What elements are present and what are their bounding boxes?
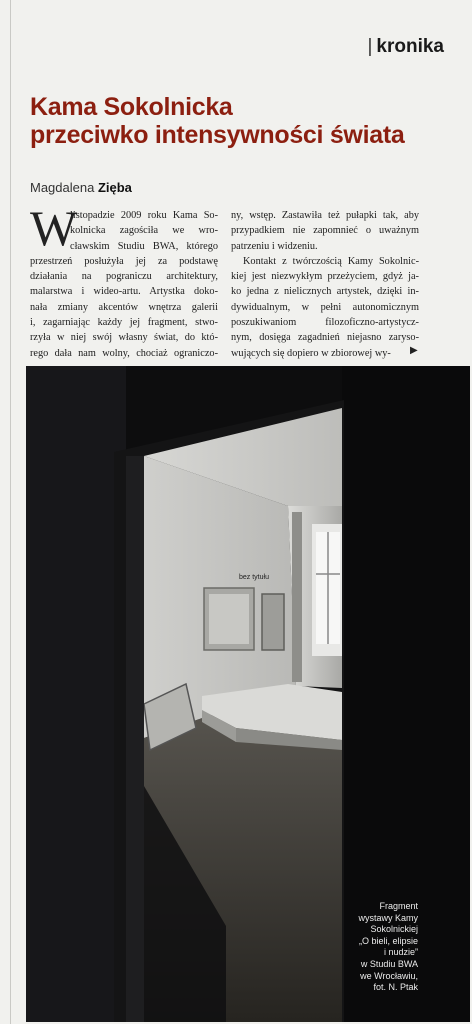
section-divider: | — [367, 36, 373, 57]
text-line: działania na pograniczu architektury, — [30, 271, 218, 283]
text-line: patrzeniu i widzeniu. — [231, 240, 318, 252]
text-line: i, zagarniając każdy jej fragment, stwo- — [30, 317, 218, 329]
text-line: rego dała nam wolny, chociaż ograniczo- — [30, 347, 218, 359]
title-line-2: przeciwko intensywności świata — [30, 121, 405, 149]
text-line: listopadzie 2009 roku Kama So- — [70, 210, 218, 221]
article-title — [30, 93, 460, 149]
text-line: nała zmiany akcentów wnętrza galerii — [30, 301, 218, 313]
author-last-name: Zięba — [97, 180, 132, 195]
caption-line: fot. N. Ptak — [373, 982, 418, 993]
author-first-name: Magdalena — [30, 180, 95, 195]
text-line: ko jedna z nielicznych artystek, dzięki in- — [231, 286, 419, 298]
text-line: cławskim Studiu BWA, którego — [70, 240, 218, 252]
caption-line: we Wrocławiu, — [360, 970, 418, 981]
article-column-right — [231, 208, 419, 361]
text-line: rzyła w niej swój własny świat, do któ- — [30, 332, 218, 344]
text-line: dywidualnym, w pełni autonomicznym — [231, 301, 419, 313]
caption-line: i nudzie” — [383, 947, 418, 958]
section-label: kronika — [376, 36, 444, 57]
photo-caption — [336, 901, 418, 994]
text-line: ny, wstęp. Zastawiła też pułapki tak, aby — [231, 210, 419, 221]
page-edge-line — [10, 0, 11, 1024]
text-line: przypadkiem nie zapomnieć o uważnym — [231, 225, 419, 237]
text-line: wujących się dopiero w zbiorowej wy- — [231, 347, 391, 359]
artwork-label: bez tytułu — [239, 574, 269, 581]
text-line: kolnicka zagościła we wro- — [70, 225, 218, 237]
text-line: przestrzeń posłużyła jej za podstawę — [30, 255, 218, 267]
article-column-left — [30, 200, 218, 361]
caption-line: wystawy Kamy — [358, 912, 418, 923]
text-line: Kontakt z twórczością Kamy Sokolnic- — [243, 255, 419, 267]
section-header — [367, 36, 444, 58]
text-line: kiej jest niezwykłym przeżyciem, gdyż ja- — [231, 271, 419, 283]
caption-line: „O bieli, elipsie — [358, 935, 418, 946]
title-line-1: Kama Sokolnicka — [30, 93, 233, 121]
caption-line: Sokolnickiej — [370, 924, 418, 935]
text-line: nym, dosięga zagadnień niejasno zaryso- — [231, 332, 419, 344]
continue-arrow-icon: ▶ — [410, 345, 418, 356]
caption-line: w Studiu BWA — [360, 958, 418, 969]
caption-line: Fragment — [379, 901, 418, 911]
text-line: poszukiwaniom filozoficzno-artystycz- — [231, 317, 419, 329]
author-byline — [30, 180, 132, 195]
text-line: malarstwa i wideo-artu. Artystka doko- — [30, 286, 218, 298]
drop-cap: W — [30, 200, 78, 256]
